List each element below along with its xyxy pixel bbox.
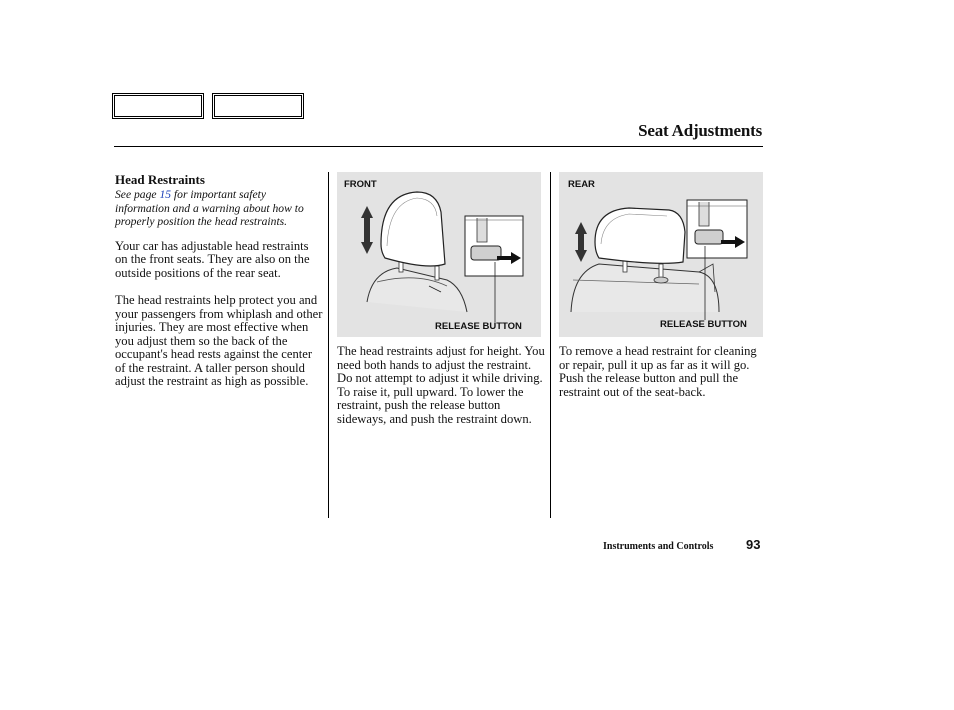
front-headrest-illustration — [337, 172, 541, 337]
paragraph-2: The head restraints help protect you and your passengers from whiplash and other injuries. They are most effective when you adjust them so the back of the occupant's head rests against the center of the restraint. A taller person should adjust the restraint as high as possible. — [115, 293, 323, 388]
front-release-button-callout: RELEASE BUTTON — [435, 321, 522, 332]
page-number: 93 — [746, 537, 761, 552]
page-title: Seat Adjustments — [638, 121, 762, 140]
rear-figure — [559, 172, 763, 337]
note-suffix: for important safety information and a warning about how to properly position the head restraints. — [115, 188, 304, 228]
rear-headrest-illustration — [559, 172, 763, 337]
column-divider-1 — [328, 172, 329, 518]
nav-box-1[interactable] — [112, 93, 204, 119]
right-column-text: To remove a head restraint for cleaning or repair, pull it up as far as it will go. Push the release button and pull the restraint out of the seat-back. — [559, 344, 757, 399]
middle-column-text: The head restraints adjust for height. You need both hands to adjust the restraint. Do not attempt to adjust it while driving. To raise it, pull upward. To lower the restraint, push the release button sideways, and push the restraint down. — [337, 344, 545, 426]
rear-figure-label: REAR — [568, 179, 595, 190]
footer-section-name: Instruments and Controls — [603, 541, 714, 552]
safety-note — [115, 188, 323, 229]
note-prefix: See page — [115, 188, 160, 201]
front-figure-label: FRONT — [344, 179, 377, 190]
column-divider-2 — [550, 172, 551, 518]
page-link[interactable]: 15 — [159, 188, 172, 201]
up-down-arrow-icon — [361, 206, 373, 254]
nav-box-2[interactable] — [212, 93, 304, 119]
paragraph-1: Your car has adjustable head restraints on the front seats. They are also on the outside positions of the rear seat. — [115, 238, 310, 280]
front-figure — [337, 172, 541, 337]
rear-release-button-callout: RELEASE BUTTON — [660, 319, 747, 330]
section-heading: Head Restraints — [115, 172, 205, 187]
up-down-arrow-icon — [575, 222, 587, 262]
left-column — [115, 172, 323, 389]
header-rule — [114, 146, 763, 147]
